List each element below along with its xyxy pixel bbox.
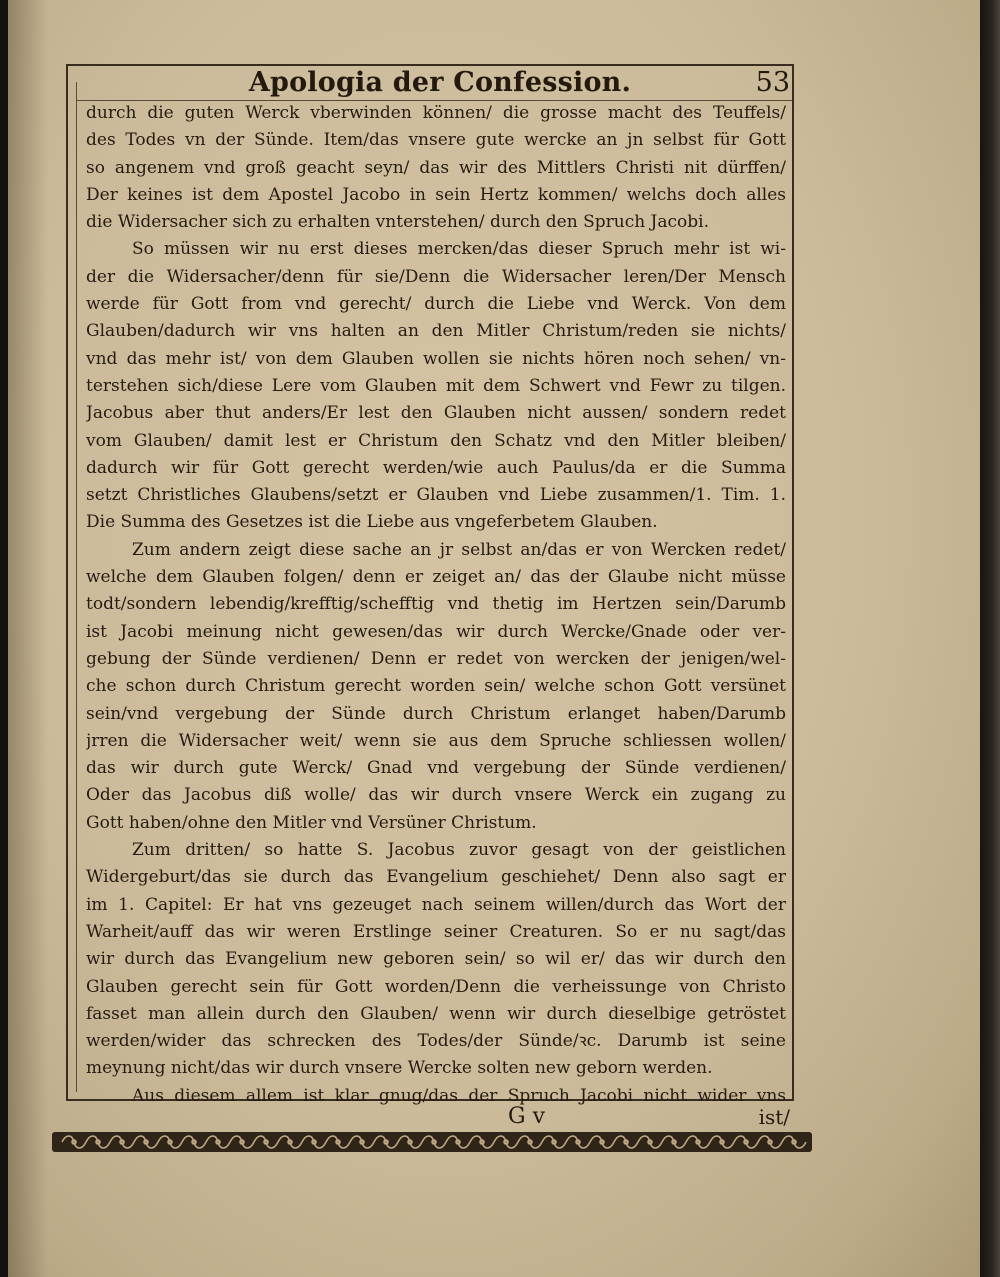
text-line: che schon durch Christum gerecht worden sein/ welche schon Gott versünet (86, 676, 786, 697)
text-line: Warheit/auff das wir weren Erstlinge seiner Creaturen. So er nu sagt/das (86, 921, 786, 942)
text-line: werde für Gott from vnd gerecht/ durch die Liebe vnd Werck. Von dem (86, 294, 786, 315)
text-line: vom Glauben/ damit lest er Christum den Schatz vnd den Mitler bleiben/ (86, 430, 786, 451)
text-line: Aus diesem allem ist klar gnug/das der Spruch Jacobi nicht wider vns (132, 1085, 786, 1106)
running-head: Apologia der Confession. (248, 67, 632, 98)
text-line: todt/sondern lebendig/krefftig/schefftig vnd thetig im Hertzen sein/Darumb (86, 594, 786, 615)
text-line: die Widersacher sich zu erhalten vnterstehen/ durch den Spruch Jacobi. (86, 212, 709, 233)
frame-rule-left (66, 64, 68, 1100)
text-line: ist Jacobi meinung nicht gewesen/das wir durch Wercke/Gnade oder ver- (86, 621, 786, 642)
text-line: Zum andern zeigt diese sache an jr selbst an/das er von Wercken redet/ (132, 539, 786, 560)
scan-right-edge (980, 0, 1000, 1277)
gutter-shadow (8, 0, 48, 1277)
scan-left-edge (0, 0, 8, 1277)
text-line: das wir durch gute Werck/ Gnad vnd vergebung der Sünde verdienen/ (86, 758, 786, 779)
text-line: So müssen wir nu erst dieses mercken/das dieser Spruch mehr ist wi- (132, 239, 786, 260)
text-line: Glauben gerecht sein für Gott worden/Denn die verheissunge von Christo (86, 976, 786, 997)
text-line: Glauben/dadurch wir vns halten an den Mitler Christum/reden sie nichts/ (86, 321, 786, 342)
text-line: Gott haben/ohne den Mitler vnd Versüner Christum. (86, 812, 537, 833)
ornament-border (52, 1130, 812, 1154)
text-line: Zum dritten/ so hatte S. Jacobus zuvor gesagt von der geistlichen (132, 840, 786, 861)
page-number: 53 (755, 67, 790, 98)
text-line: sein/vnd vergebung der Sünde durch Christum erlanget haben/Darumb (86, 703, 786, 724)
text-line: welche dem Glauben folgen/ denn er zeiget an/ das der Glaube nicht müsse (86, 567, 786, 588)
text-line: gebung der Sünde verdienen/ Denn er redet von wercken der jenigen/wel- (86, 648, 786, 669)
text-line: des Todes vn der Sünde. Item/das vnsere gute wercke an jn selbst für Gott (86, 130, 786, 151)
text-line: Jacobus aber thut anders/Er lest den Glauben nicht aussen/ sondern redet (86, 403, 786, 424)
text-line: Oder das Jacobus diß wolle/ das wir durch vnsere Werck ein zugang zu (86, 785, 786, 806)
text-line: Die Summa des Gesetzes ist die Liebe aus vngeferbetem Glauben. (86, 512, 658, 533)
body-text (86, 100, 786, 1110)
frame-rule-left-inner (76, 82, 77, 1092)
text-line: setzt Christliches Glaubens/setzt er Glauben vnd Liebe zusammen/1. Tim. 1. (86, 485, 786, 506)
text-line: im 1. Capitel: Er hat vns gezeuget nach seinem willen/durch das Wort der (86, 894, 786, 915)
text-line: Der keines ist dem Apostel Jacobo in sein Hertz kommen/ welchs doch alles (86, 184, 786, 205)
text-line: dadurch wir für Gott gerecht werden/wie auch Paulus/da er die Summa (86, 457, 786, 478)
signature-mark: G v (508, 1104, 545, 1129)
text-line: durch die guten Werck vberwinden können/ die grosse macht des Teuffels/ (86, 103, 786, 123)
text-line: Widergeburt/das sie durch das Evangelium geschiehet/ Denn also sagt er (86, 867, 786, 888)
text-line: werden/wider das schrecken des Todes/der Sünde/ꝛc. Darumb ist seine (86, 1031, 786, 1052)
text-line: terstehen sich/diese Lere vom Glauben mit dem Schwert vnd Fewr zu tilgen. (86, 375, 786, 396)
text-line: jrren die Widersacher weit/ wenn sie aus dem Spruche schliessen wollen/ (86, 730, 786, 751)
text-line: fasset man allein durch den Glauben/ wenn wir durch dieselbige getröstet (86, 1003, 786, 1024)
text-line: meynung nicht/das wir durch vnsere Wercke solten new geborn werden. (86, 1058, 713, 1079)
text-line: so angenem vnd groß geacht seyn/ das wir des Mittlers Christi nit dürffen/ (86, 157, 786, 178)
frame-rule-right (792, 64, 794, 1100)
catchword: ist/ (758, 1105, 790, 1129)
text-line: der die Widersacher/denn für sie/Denn die Widersacher leren/Der Mensch (86, 266, 786, 287)
text-line: wir durch das Evangelium new geboren sein/ so wil er/ das wir durch den (86, 949, 786, 970)
text-line: vnd das mehr ist/ von dem Glauben wollen sie nichts hören noch sehen/ vn- (86, 348, 786, 369)
